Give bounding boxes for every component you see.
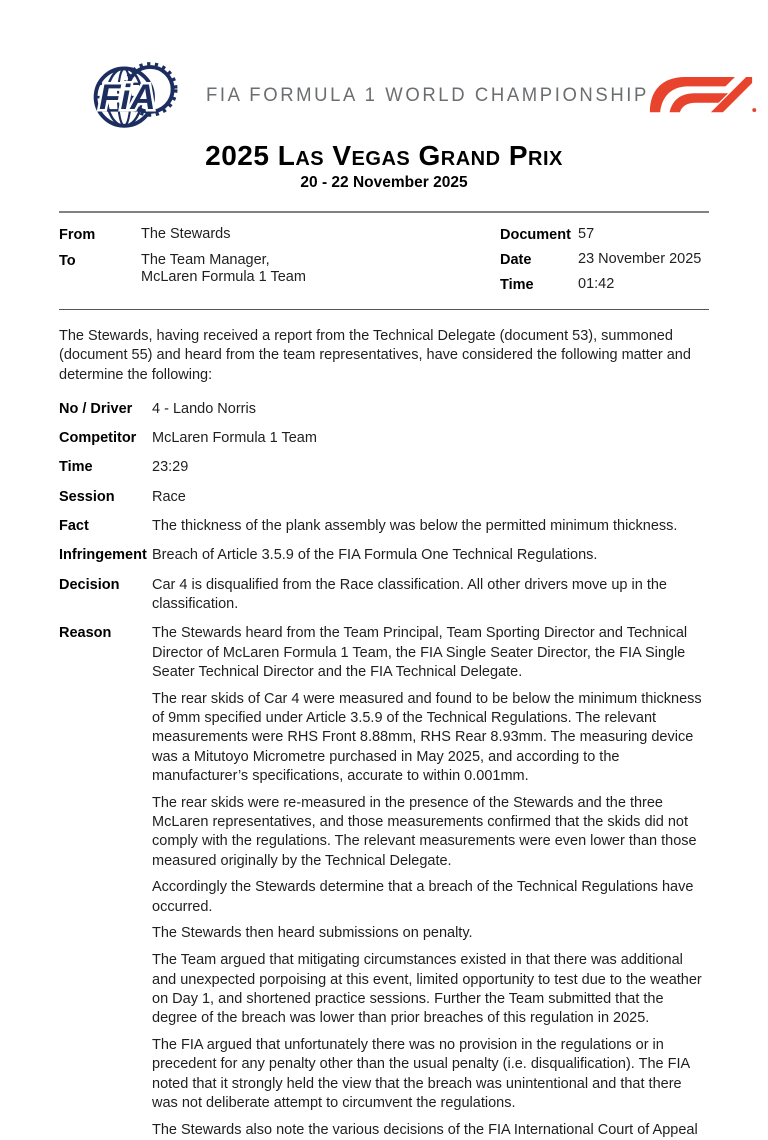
decision-fields [59,400,709,1140]
title-block [59,140,709,192]
driver-value: 4 - Lando Norris [152,400,256,417]
field-row-time [59,458,709,477]
infringement-value: Breach of Article 3.5.9 of the FIA Formula One Technical Regulations. [152,547,598,564]
date-value: 23 November 2025 [578,251,702,267]
reason-paragraph: The Stewards also note the various decisions of the FIA International Court of Appeal [152,1121,698,1138]
fact-label: Fact [59,518,89,535]
field-row-driver [59,400,709,419]
intro-paragraph: The Stewards, having received a report from the Technical Delegate (document 53), summoned (document 55) and heard from the team representatives, have considered the following matter and determine the following: [59,328,691,383]
fact-value: The thickness of the plank assembly was below the permitted minimum thickness. [152,518,678,535]
fia-logo-text: FiA [99,78,156,117]
time-label: Time [500,277,534,293]
field-row-decision [59,576,709,615]
reason-label: Reason [59,625,112,642]
meta-row-date [500,251,709,269]
field-row-fact [59,517,709,536]
reason-paragraph: The rear skids were re-measured in the presence of the Stewards and the three McLaren representatives, and those measurements confirmed that the skids did not comply with the regulations. The relevant measurements were even lower than those measured originally by the Technical Delegate. [152,794,697,869]
reason-paragraph: The Team argued that mitigating circumstances existed in that there was additional and unexpected porpoising at this event, limited opportunity to test due to the weather on Day 1, and shortened practice sessions. Further the Team submitted that the degree of the breach was lower than prior breaches of this regulation in 2025. [152,952,702,1027]
event-dates: 20 - 22 November 2025 [300,174,468,191]
reason-paragraph: The FIA argued that unfortunately there was no provision in the regulations or in precedent for any penalty other than the usual penalty (i.e. disqualification). The FIA noted that it strongly held the view that the breach was unintentional and that there was not deliberate attempt to circumvent the regulations. [152,1036,690,1111]
date-label: Date [500,252,532,268]
session-label: Session [59,488,115,505]
document-label: Document [500,227,571,243]
reason-paragraph: The Stewards then heard submissions on penalty. [152,925,473,942]
reason-value [152,624,709,1140]
from-value: The Stewards [141,226,231,242]
document-value: 57 [578,226,595,242]
session-time-value: 23:29 [152,459,189,476]
to-value-line1: The Team Manager, [141,252,270,268]
time-value: 01:42 [578,276,615,292]
decision-value: Car 4 is disqualified from the Race classification. All other drivers move up in the classification. [152,576,667,612]
event-title: 2025 Las Vegas Grand Prix [205,140,563,171]
decision-label: Decision [59,576,120,593]
session-time-label: Time [59,459,93,476]
field-row-reason [59,624,709,1140]
competitor-label: Competitor [59,430,137,447]
meta-row-to [59,252,500,285]
infringement-label: Infringement [59,547,147,564]
to-label: To [59,253,76,269]
meta-right-column [500,226,709,294]
meta-row-document [500,226,709,244]
driver-label: No / Driver [59,400,133,417]
meta-row-from [59,226,500,244]
fia-logo-icon [93,60,178,130]
document-header [59,58,709,132]
to-value [141,252,306,285]
reason-paragraph: The Stewards heard from the Team Principal, Team Sporting Director and Technical Director of McLaren Formula 1 Team, the FIA Single Seater Director, the FIA Single Seater Technical Director and the FIA Technical Delegate. [152,625,688,680]
reason-paragraph: Accordingly the Stewards determine that a breach of the Technical Regulations have occurred. [152,879,694,915]
field-row-session [59,488,709,507]
session-value: Race [152,488,186,505]
reason-paragraph: The rear skids of Car 4 were measured and found to be below the minimum thickness of 9mm specified under Article 3.5.9 of the Technical Regulations. The relevant measurements were RHS Front 8.88mm, RHS Rear 8.93mm. The measuring device was a Mitutoyo Micrometre purchased in May 2025, and according to the manufacturer’s specifications, accurate to within 0.001mm. [152,690,702,784]
field-row-competitor [59,429,709,448]
meta-left-column [59,226,500,294]
to-value-line2: McLaren Formula 1 Team [141,268,306,285]
competitor-value: McLaren Formula 1 Team [152,430,317,447]
field-row-infringement [59,546,709,565]
championship-title: FIA FORMULA 1 WORLD CHAMPIONSHIP [206,83,649,106]
from-label: From [59,227,96,243]
meta-row-time [500,276,709,294]
f1-logo-icon [649,75,759,115]
meta-table [59,211,709,310]
